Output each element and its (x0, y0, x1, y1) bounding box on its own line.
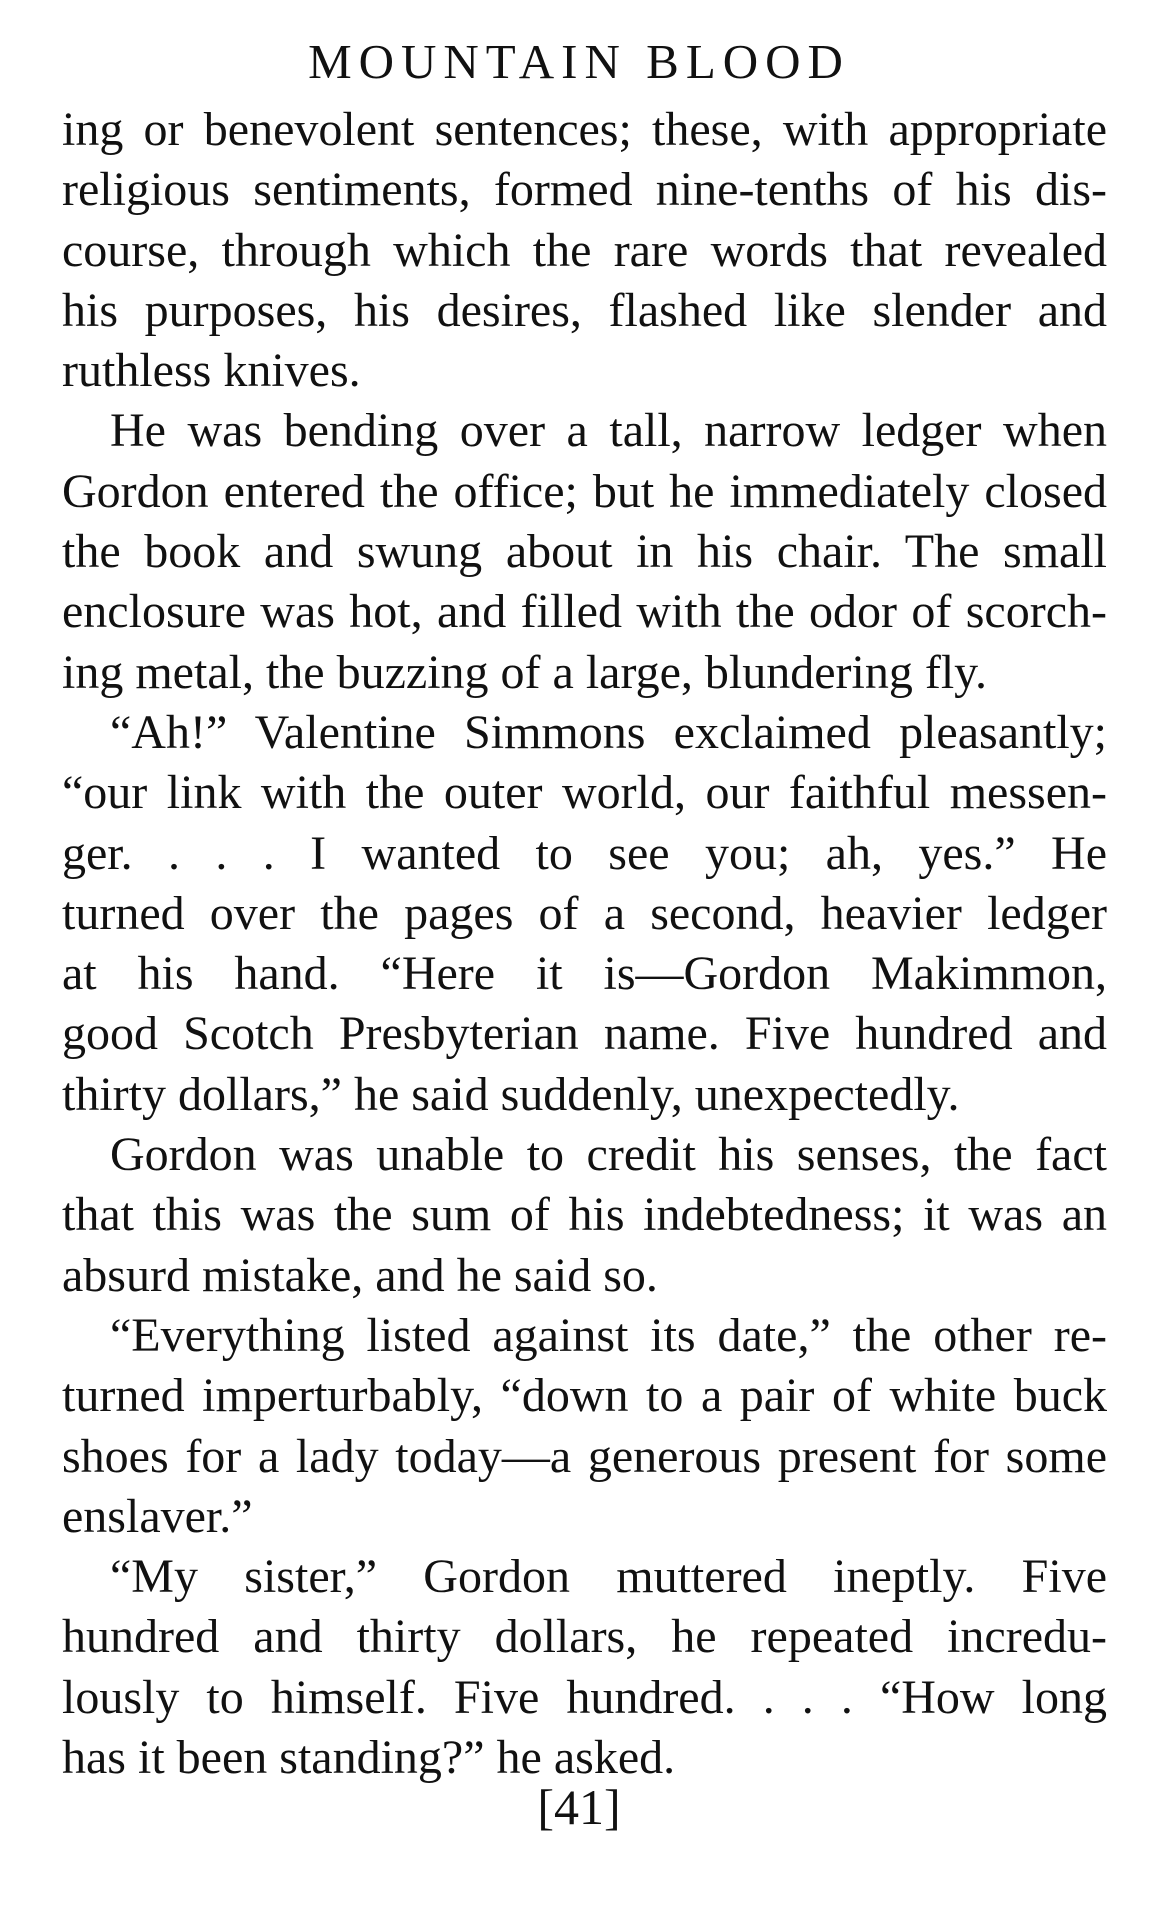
text-line: absurd mistake, and he said so. (62, 1248, 658, 1302)
text-line: course, through which the rare words that revealed (62, 223, 1107, 277)
text-line: turned over the pages of a second, heavier ledger (62, 886, 1107, 940)
paragraph-1 (62, 100, 1107, 401)
paragraph-3 (62, 703, 1107, 1125)
text-line: good Scotch Presbyterian name. Five hundred and (62, 1007, 1107, 1061)
text-line: shoes for a lady today—a generous present for some (62, 1429, 1107, 1483)
paragraph-5 (62, 1306, 1107, 1547)
text-line: ing or benevolent sentences; these, with appropriate (62, 103, 1107, 156)
text-line: at his hand. “Here it is—Gordon Makimmon, (62, 947, 1107, 1001)
text-line: He was bending over a tall, narrow ledger when (110, 404, 1107, 458)
text-line: “My sister,” Gordon muttered ineptly. Five (110, 1550, 1107, 1604)
text-line: “Ah!” Valentine Simmons exclaimed pleasantly; (110, 705, 1107, 759)
text-line: ing metal, the buzzing of a large, blundering fly. (62, 645, 988, 699)
text-line: has it been standing?” he asked. (62, 1731, 676, 1785)
text-line: the book and swung about in his chair. The small (62, 525, 1107, 579)
paragraph-6 (62, 1547, 1107, 1788)
text-line: that this was the sum of his indebtedness; it was an (62, 1188, 1107, 1242)
text-line: his purposes, his desires, flashed like slender and (62, 283, 1107, 337)
text-line: turned imperturbably, “down to a pair of white buck (62, 1369, 1107, 1423)
text-line: religious sentiments, formed nine-tenths of his dis- (62, 163, 1107, 217)
text-line: “our link with the outer world, our faithful messen- (62, 766, 1107, 820)
text-line: hundred and thirty dollars, he repeated incredu- (62, 1610, 1107, 1664)
text-line: ruthless knives. (62, 344, 361, 398)
running-head: MOUNTAIN BLOOD (308, 34, 850, 89)
page-number: [41] (537, 1779, 621, 1835)
text-line: thirty dollars,” he said suddenly, unexpectedly. (62, 1067, 960, 1121)
text-line: ger. . . . I wanted to see you; ah, yes.” He (62, 826, 1107, 880)
text-line: Gordon entered the office; but he immediately closed (62, 464, 1107, 518)
text-line: enclosure was hot, and filled with the odor of scorch- (62, 585, 1107, 639)
text-line: enslaver.” (62, 1489, 253, 1543)
text-line: Gordon was unable to credit his senses, the fact (110, 1128, 1107, 1182)
paragraph-2 (62, 401, 1107, 702)
text-line: “Everything listed against its date,” the other re- (110, 1308, 1107, 1362)
body-text (62, 100, 1107, 1788)
text-line: lously to himself. Five hundred. . . . “How long (62, 1670, 1107, 1724)
paragraph-4 (62, 1125, 1107, 1306)
